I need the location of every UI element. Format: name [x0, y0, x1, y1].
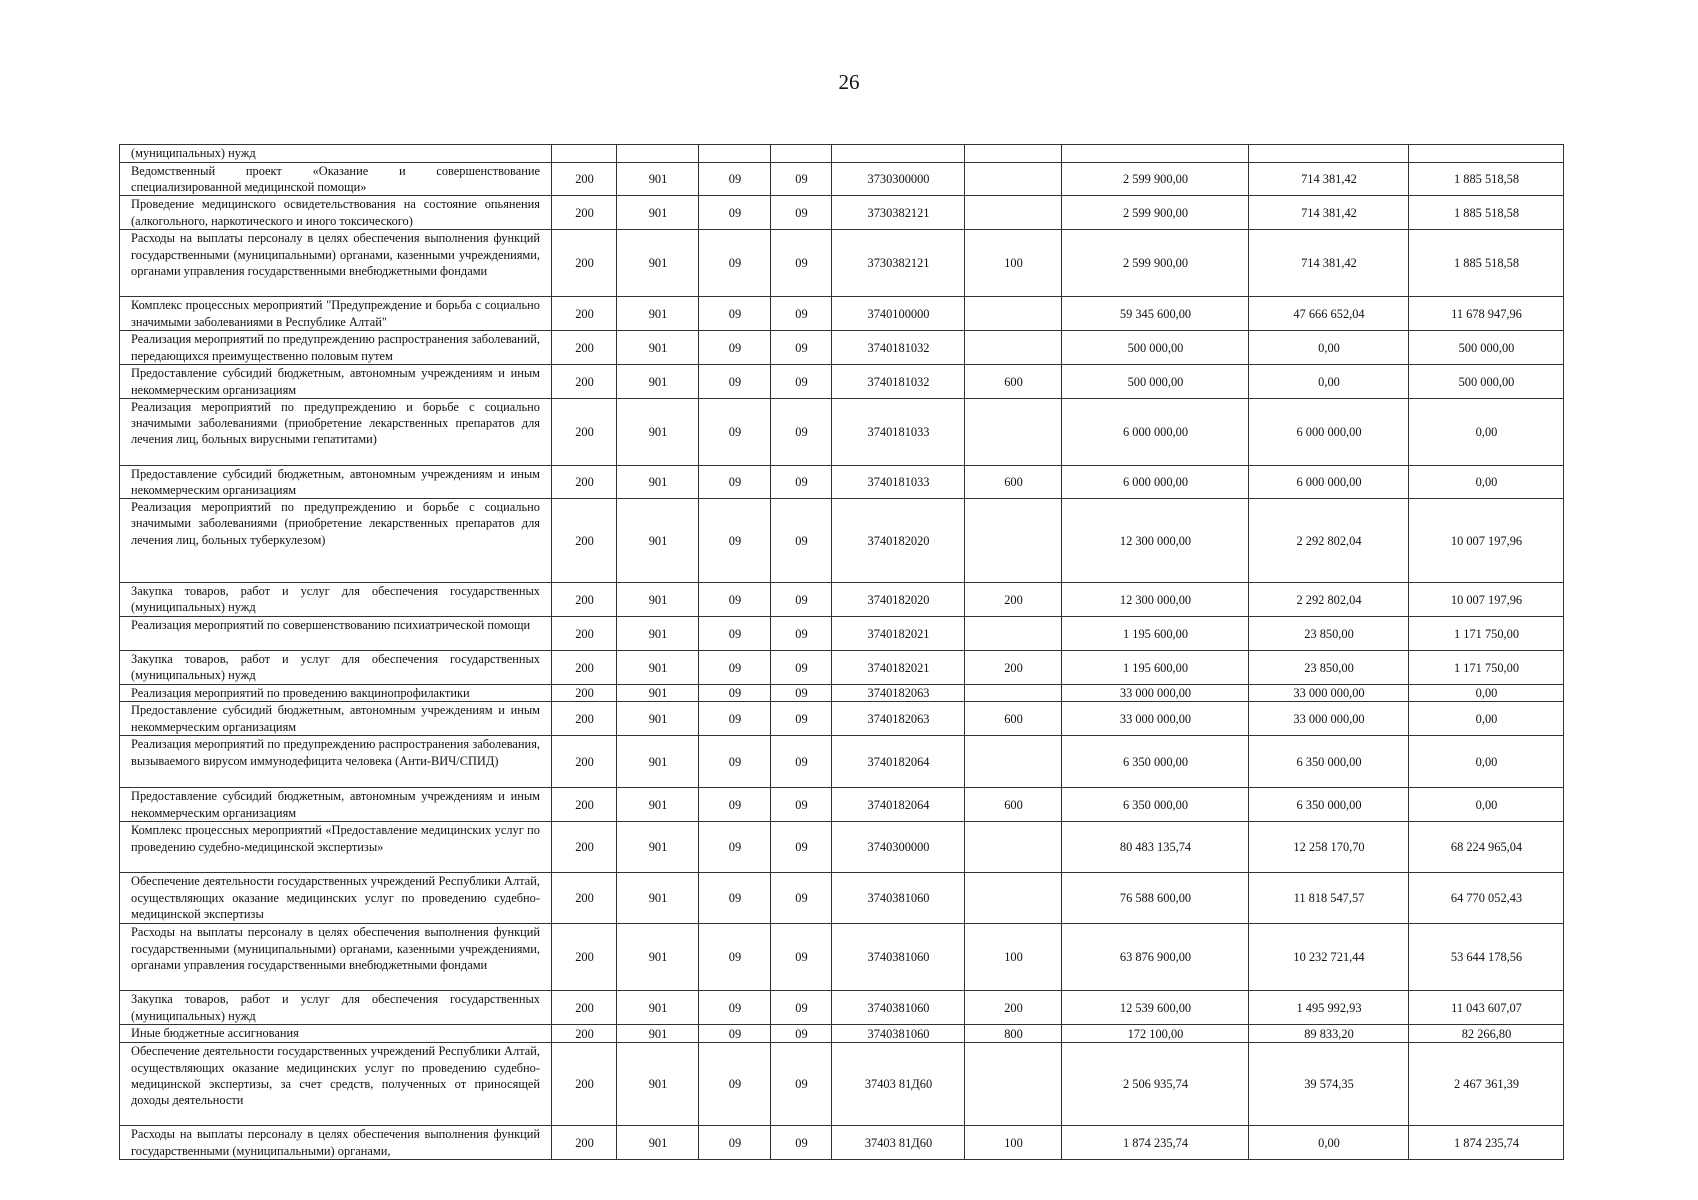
- cell-section: 09: [699, 991, 771, 1025]
- cell-remaining: 1 171 750,00: [1409, 651, 1564, 685]
- row-name: Предоставление субсидий бюджетным, автономным учреждениям и иным некоммерческим организациям: [120, 365, 552, 398]
- cell-executed: 2 292 802,04: [1249, 499, 1409, 583]
- table-row: [120, 685, 1564, 702]
- cell-c2: 901: [617, 685, 699, 702]
- row-name: Иные бюджетные ассигнования: [120, 1025, 552, 1043]
- cell-expense-type: [965, 736, 1062, 788]
- cell-target-code: 3740300000: [832, 822, 965, 873]
- cell-target-code: 3740182063: [832, 685, 965, 702]
- cell-subsection: 09: [771, 465, 832, 498]
- table-row: [120, 788, 1564, 822]
- cell-expense-type: [965, 499, 1062, 583]
- cell-c2: 901: [617, 331, 699, 365]
- cell-remaining: 1 885 518,58: [1409, 196, 1564, 230]
- cell-subsection: 09: [771, 736, 832, 788]
- cell-expense-type: [965, 145, 1062, 163]
- cell-executed: [1249, 145, 1409, 163]
- cell-executed: 2 292 802,04: [1249, 583, 1409, 617]
- cell-c2: 901: [617, 1126, 699, 1160]
- cell-plan: 80 483 135,74: [1062, 822, 1249, 873]
- cell-target-code: 3740381060: [832, 873, 965, 924]
- table-row: [120, 398, 1564, 465]
- cell-target-code: 3740182063: [832, 702, 965, 736]
- cell-plan: 6 000 000,00: [1062, 465, 1249, 498]
- row-name: Предоставление субсидий бюджетным, автономным учреждениям и иным некоммерческим организациям: [120, 465, 552, 498]
- cell-subsection: 09: [771, 1043, 832, 1126]
- cell-c2: 901: [617, 465, 699, 498]
- cell-expense-type: [965, 1043, 1062, 1126]
- cell-c1: 200: [552, 702, 617, 736]
- cell-executed: 714 381,42: [1249, 230, 1409, 297]
- cell-c1: 200: [552, 499, 617, 583]
- row-name: (муниципальных) нужд: [120, 145, 552, 163]
- cell-section: 09: [699, 651, 771, 685]
- cell-subsection: 09: [771, 822, 832, 873]
- cell-subsection: 09: [771, 617, 832, 651]
- cell-subsection: 09: [771, 685, 832, 702]
- cell-c2: 901: [617, 230, 699, 297]
- cell-c2: 901: [617, 991, 699, 1025]
- cell-c1: 200: [552, 163, 617, 196]
- cell-target-code: [832, 145, 965, 163]
- cell-executed: 6 350 000,00: [1249, 788, 1409, 822]
- cell-c2: 901: [617, 651, 699, 685]
- cell-c1: 200: [552, 924, 617, 991]
- cell-c1: 200: [552, 331, 617, 365]
- table-row: [120, 331, 1564, 365]
- cell-plan: 1 874 235,74: [1062, 1126, 1249, 1160]
- cell-plan: 12 300 000,00: [1062, 499, 1249, 583]
- cell-plan: 59 345 600,00: [1062, 297, 1249, 331]
- cell-section: 09: [699, 365, 771, 398]
- cell-section: 09: [699, 297, 771, 331]
- cell-section: 09: [699, 1126, 771, 1160]
- table-row: [120, 736, 1564, 788]
- cell-c1: 200: [552, 617, 617, 651]
- row-name: Расходы на выплаты персоналу в целях обеспечения выполнения функций государственными (муниципальными) органами, казенными учреждениями, органами управления государственными внебюджетными фондами: [120, 230, 552, 297]
- cell-remaining: 11 678 947,96: [1409, 297, 1564, 331]
- cell-expense-type: [965, 297, 1062, 331]
- table-row: [120, 702, 1564, 736]
- cell-remaining: 2 467 361,39: [1409, 1043, 1564, 1126]
- cell-target-code: 3740182020: [832, 499, 965, 583]
- cell-executed: 23 850,00: [1249, 651, 1409, 685]
- cell-c2: 901: [617, 196, 699, 230]
- cell-subsection: 09: [771, 196, 832, 230]
- cell-executed: 33 000 000,00: [1249, 702, 1409, 736]
- table-row: [120, 991, 1564, 1025]
- cell-c1: 200: [552, 1025, 617, 1043]
- cell-remaining: 82 266,80: [1409, 1025, 1564, 1043]
- cell-c1: 200: [552, 1126, 617, 1160]
- cell-c2: 901: [617, 297, 699, 331]
- cell-expense-type: 100: [965, 1126, 1062, 1160]
- cell-subsection: 09: [771, 499, 832, 583]
- cell-expense-type: 200: [965, 651, 1062, 685]
- row-name: Расходы на выплаты персоналу в целях обеспечения выполнения функций государственными (муниципальными) органами,: [120, 1126, 552, 1160]
- cell-c2: [617, 145, 699, 163]
- cell-c1: 200: [552, 788, 617, 822]
- cell-c2: 901: [617, 788, 699, 822]
- table-row: [120, 1025, 1564, 1043]
- table-row: [120, 465, 1564, 498]
- cell-remaining: 0,00: [1409, 788, 1564, 822]
- cell-c2: 901: [617, 736, 699, 788]
- cell-executed: 39 574,35: [1249, 1043, 1409, 1126]
- row-name: Проведение медицинского освидетельствования на состояние опьянения (алкогольного, наркотического и иного токсического): [120, 196, 552, 230]
- cell-c2: 901: [617, 822, 699, 873]
- cell-expense-type: [965, 685, 1062, 702]
- cell-target-code: 3740381060: [832, 1025, 965, 1043]
- row-name: Реализация мероприятий по предупреждению распространения заболевания, вызываемого вирусом иммунодефицита человека (Анти-ВИЧ/СПИД): [120, 736, 552, 788]
- cell-expense-type: 600: [965, 702, 1062, 736]
- cell-remaining: 500 000,00: [1409, 331, 1564, 365]
- cell-subsection: 09: [771, 1025, 832, 1043]
- budget-table: [119, 144, 1564, 1160]
- cell-subsection: 09: [771, 163, 832, 196]
- cell-plan: [1062, 145, 1249, 163]
- cell-expense-type: 100: [965, 230, 1062, 297]
- cell-target-code: 3740181033: [832, 465, 965, 498]
- cell-expense-type: 200: [965, 991, 1062, 1025]
- cell-c2: 901: [617, 702, 699, 736]
- cell-c1: 200: [552, 398, 617, 465]
- cell-subsection: 09: [771, 788, 832, 822]
- cell-c1: 200: [552, 822, 617, 873]
- cell-subsection: 09: [771, 331, 832, 365]
- cell-target-code: 3740181032: [832, 331, 965, 365]
- row-name: Ведомственный проект «Оказание и совершенствование специализированной медицинской помощи»: [120, 163, 552, 196]
- cell-expense-type: [965, 822, 1062, 873]
- cell-expense-type: [965, 873, 1062, 924]
- cell-c1: 200: [552, 583, 617, 617]
- cell-target-code: 3740182021: [832, 651, 965, 685]
- cell-target-code: 3740182020: [832, 583, 965, 617]
- page-number: 26: [838, 70, 860, 94]
- cell-section: 09: [699, 822, 771, 873]
- cell-plan: 12 539 600,00: [1062, 991, 1249, 1025]
- cell-section: 09: [699, 685, 771, 702]
- cell-target-code: 37403 81Д60: [832, 1126, 965, 1160]
- cell-remaining: 1 885 518,58: [1409, 163, 1564, 196]
- cell-target-code: 3730382121: [832, 196, 965, 230]
- cell-subsection: 09: [771, 873, 832, 924]
- cell-executed: 6 000 000,00: [1249, 398, 1409, 465]
- cell-plan: 6 350 000,00: [1062, 788, 1249, 822]
- cell-plan: 172 100,00: [1062, 1025, 1249, 1043]
- cell-expense-type: 800: [965, 1025, 1062, 1043]
- cell-remaining: 64 770 052,43: [1409, 873, 1564, 924]
- cell-target-code: 3730300000: [832, 163, 965, 196]
- cell-expense-type: [965, 398, 1062, 465]
- row-name: Закупка товаров, работ и услуг для обеспечения государственных (муниципальных) нужд: [120, 651, 552, 685]
- table-row: [120, 230, 1564, 297]
- cell-expense-type: 200: [965, 583, 1062, 617]
- cell-section: 09: [699, 873, 771, 924]
- table-row: [120, 924, 1564, 991]
- cell-remaining: 500 000,00: [1409, 365, 1564, 398]
- cell-executed: 23 850,00: [1249, 617, 1409, 651]
- cell-target-code: 3740182021: [832, 617, 965, 651]
- row-name: Реализация мероприятий по предупреждению распространения заболеваний, передающихся преимущественно половым путем: [120, 331, 552, 365]
- cell-section: 09: [699, 1025, 771, 1043]
- cell-c2: 901: [617, 365, 699, 398]
- cell-section: 09: [699, 924, 771, 991]
- cell-c2: 901: [617, 583, 699, 617]
- table-row: [120, 1126, 1564, 1160]
- cell-section: 09: [699, 499, 771, 583]
- cell-section: 09: [699, 788, 771, 822]
- cell-remaining: 1 885 518,58: [1409, 230, 1564, 297]
- cell-plan: 6 000 000,00: [1062, 398, 1249, 465]
- table-row: [120, 617, 1564, 651]
- table-row: [120, 499, 1564, 583]
- cell-executed: 0,00: [1249, 331, 1409, 365]
- cell-c2: 901: [617, 1043, 699, 1126]
- cell-remaining: 0,00: [1409, 685, 1564, 702]
- table-row: [120, 145, 1564, 163]
- cell-plan: 63 876 900,00: [1062, 924, 1249, 991]
- cell-section: 09: [699, 617, 771, 651]
- cell-plan: 1 195 600,00: [1062, 617, 1249, 651]
- cell-plan: 500 000,00: [1062, 365, 1249, 398]
- cell-plan: 2 599 900,00: [1062, 196, 1249, 230]
- cell-section: 09: [699, 1043, 771, 1126]
- table-row: [120, 196, 1564, 230]
- row-name: Расходы на выплаты персоналу в целях обеспечения выполнения функций государственными (муниципальными) органами, казенными учреждениями, органами управления государственными внебюджетными фондами: [120, 924, 552, 991]
- cell-section: 09: [699, 331, 771, 365]
- cell-target-code: 3740381060: [832, 991, 965, 1025]
- cell-executed: 714 381,42: [1249, 196, 1409, 230]
- cell-c2: 901: [617, 398, 699, 465]
- cell-executed: 0,00: [1249, 1126, 1409, 1160]
- cell-section: 09: [699, 583, 771, 617]
- cell-target-code: 3740381060: [832, 924, 965, 991]
- cell-section: 09: [699, 163, 771, 196]
- cell-remaining: 68 224 965,04: [1409, 822, 1564, 873]
- cell-c1: 200: [552, 465, 617, 498]
- cell-remaining: 0,00: [1409, 398, 1564, 465]
- cell-c1: 200: [552, 297, 617, 331]
- cell-target-code: 3730382121: [832, 230, 965, 297]
- cell-remaining: 1 874 235,74: [1409, 1126, 1564, 1160]
- cell-section: 09: [699, 465, 771, 498]
- cell-subsection: 09: [771, 583, 832, 617]
- cell-executed: 89 833,20: [1249, 1025, 1409, 1043]
- table-row: [120, 163, 1564, 196]
- row-name: Предоставление субсидий бюджетным, автономным учреждениям и иным некоммерческим организациям: [120, 788, 552, 822]
- cell-expense-type: [965, 163, 1062, 196]
- cell-remaining: [1409, 145, 1564, 163]
- cell-target-code: 3740182064: [832, 736, 965, 788]
- cell-executed: 714 381,42: [1249, 163, 1409, 196]
- cell-c2: 901: [617, 163, 699, 196]
- cell-executed: 10 232 721,44: [1249, 924, 1409, 991]
- cell-c1: 200: [552, 651, 617, 685]
- cell-c1: 200: [552, 230, 617, 297]
- cell-c1: 200: [552, 873, 617, 924]
- cell-c1: 200: [552, 991, 617, 1025]
- cell-executed: 6 350 000,00: [1249, 736, 1409, 788]
- row-name: Обеспечение деятельности государственных учреждений Республики Алтай, осуществляющих оказание медицинских услуг по проведению судебно-медицинской экспертизы, за счет средств, полученных от приносящей доходы деятельности: [120, 1043, 552, 1126]
- cell-remaining: 0,00: [1409, 465, 1564, 498]
- cell-target-code: 37403 81Д60: [832, 1043, 965, 1126]
- cell-plan: 2 599 900,00: [1062, 163, 1249, 196]
- row-name: Комплекс процессных мероприятий "Предупреждение и борьба с социально значимыми заболеваниями в Республике Алтай": [120, 297, 552, 331]
- cell-subsection: 09: [771, 297, 832, 331]
- row-name: Комплекс процессных мероприятий «Предоставление медицинских услуг по проведению судебно-медицинской экспертизы»: [120, 822, 552, 873]
- cell-section: 09: [699, 398, 771, 465]
- row-name: Реализация мероприятий по предупреждению и борьбе с социально значимыми заболеваниями (приобретение лекарственных препаратов для лечения лиц, больных туберкулезом): [120, 499, 552, 583]
- cell-c1: 200: [552, 685, 617, 702]
- cell-target-code: 3740181032: [832, 365, 965, 398]
- cell-subsection: 09: [771, 1126, 832, 1160]
- cell-subsection: [771, 145, 832, 163]
- row-name: Реализация мероприятий по совершенствованию психиатрической помощи: [120, 617, 552, 651]
- cell-section: 09: [699, 702, 771, 736]
- row-name: Предоставление субсидий бюджетным, автономным учреждениям и иным некоммерческим организациям: [120, 702, 552, 736]
- row-name: Реализация мероприятий по предупреждению и борьбе с социально значимыми заболеваниями (приобретение лекарственных препаратов для лечения лиц, больных вирусными гепатитами): [120, 398, 552, 465]
- table-row: [120, 873, 1564, 924]
- cell-plan: 2 599 900,00: [1062, 230, 1249, 297]
- cell-target-code: 3740100000: [832, 297, 965, 331]
- row-name: Обеспечение деятельности государственных учреждений Республики Алтай, осуществляющих оказание медицинских услуг по проведению судебно-медицинской экспертизы: [120, 873, 552, 924]
- cell-remaining: 0,00: [1409, 736, 1564, 788]
- cell-c2: 901: [617, 499, 699, 583]
- cell-subsection: 09: [771, 924, 832, 991]
- cell-plan: 2 506 935,74: [1062, 1043, 1249, 1126]
- cell-executed: 33 000 000,00: [1249, 685, 1409, 702]
- cell-target-code: 3740182064: [832, 788, 965, 822]
- cell-executed: 1 495 992,93: [1249, 991, 1409, 1025]
- cell-target-code: 3740181033: [832, 398, 965, 465]
- cell-expense-type: 600: [965, 788, 1062, 822]
- cell-plan: 1 195 600,00: [1062, 651, 1249, 685]
- row-name: Закупка товаров, работ и услуг для обеспечения государственных (муниципальных) нужд: [120, 583, 552, 617]
- cell-executed: 6 000 000,00: [1249, 465, 1409, 498]
- cell-subsection: 09: [771, 365, 832, 398]
- cell-c1: [552, 145, 617, 163]
- cell-remaining: 0,00: [1409, 702, 1564, 736]
- cell-expense-type: [965, 196, 1062, 230]
- cell-c1: 200: [552, 736, 617, 788]
- cell-remaining: 1 171 750,00: [1409, 617, 1564, 651]
- row-name: Реализация мероприятий по проведению вакцинопрофилактики: [120, 685, 552, 702]
- cell-c2: 901: [617, 1025, 699, 1043]
- cell-plan: 33 000 000,00: [1062, 685, 1249, 702]
- cell-plan: 6 350 000,00: [1062, 736, 1249, 788]
- cell-subsection: 09: [771, 651, 832, 685]
- cell-c1: 200: [552, 1043, 617, 1126]
- cell-c2: 901: [617, 617, 699, 651]
- cell-c1: 200: [552, 196, 617, 230]
- cell-plan: 33 000 000,00: [1062, 702, 1249, 736]
- cell-section: [699, 145, 771, 163]
- cell-section: 09: [699, 196, 771, 230]
- cell-plan: 500 000,00: [1062, 331, 1249, 365]
- cell-executed: 0,00: [1249, 365, 1409, 398]
- table-row: [120, 583, 1564, 617]
- cell-executed: 47 666 652,04: [1249, 297, 1409, 331]
- cell-c1: 200: [552, 365, 617, 398]
- table-row: [120, 297, 1564, 331]
- table-row: [120, 365, 1564, 398]
- cell-expense-type: [965, 331, 1062, 365]
- cell-executed: 12 258 170,70: [1249, 822, 1409, 873]
- cell-plan: 76 588 600,00: [1062, 873, 1249, 924]
- table-row: [120, 1043, 1564, 1126]
- cell-subsection: 09: [771, 991, 832, 1025]
- cell-remaining: 53 644 178,56: [1409, 924, 1564, 991]
- cell-c2: 901: [617, 924, 699, 991]
- cell-c2: 901: [617, 873, 699, 924]
- cell-remaining: 10 007 197,96: [1409, 583, 1564, 617]
- table-row: [120, 651, 1564, 685]
- cell-subsection: 09: [771, 398, 832, 465]
- cell-section: 09: [699, 230, 771, 297]
- cell-remaining: 10 007 197,96: [1409, 499, 1564, 583]
- cell-remaining: 11 043 607,07: [1409, 991, 1564, 1025]
- cell-expense-type: 600: [965, 365, 1062, 398]
- table-row: [120, 822, 1564, 873]
- cell-subsection: 09: [771, 230, 832, 297]
- cell-plan: 12 300 000,00: [1062, 583, 1249, 617]
- row-name: Закупка товаров, работ и услуг для обеспечения государственных (муниципальных) нужд: [120, 991, 552, 1025]
- cell-expense-type: 100: [965, 924, 1062, 991]
- cell-executed: 11 818 547,57: [1249, 873, 1409, 924]
- cell-subsection: 09: [771, 702, 832, 736]
- cell-section: 09: [699, 736, 771, 788]
- cell-expense-type: [965, 617, 1062, 651]
- cell-expense-type: 600: [965, 465, 1062, 498]
